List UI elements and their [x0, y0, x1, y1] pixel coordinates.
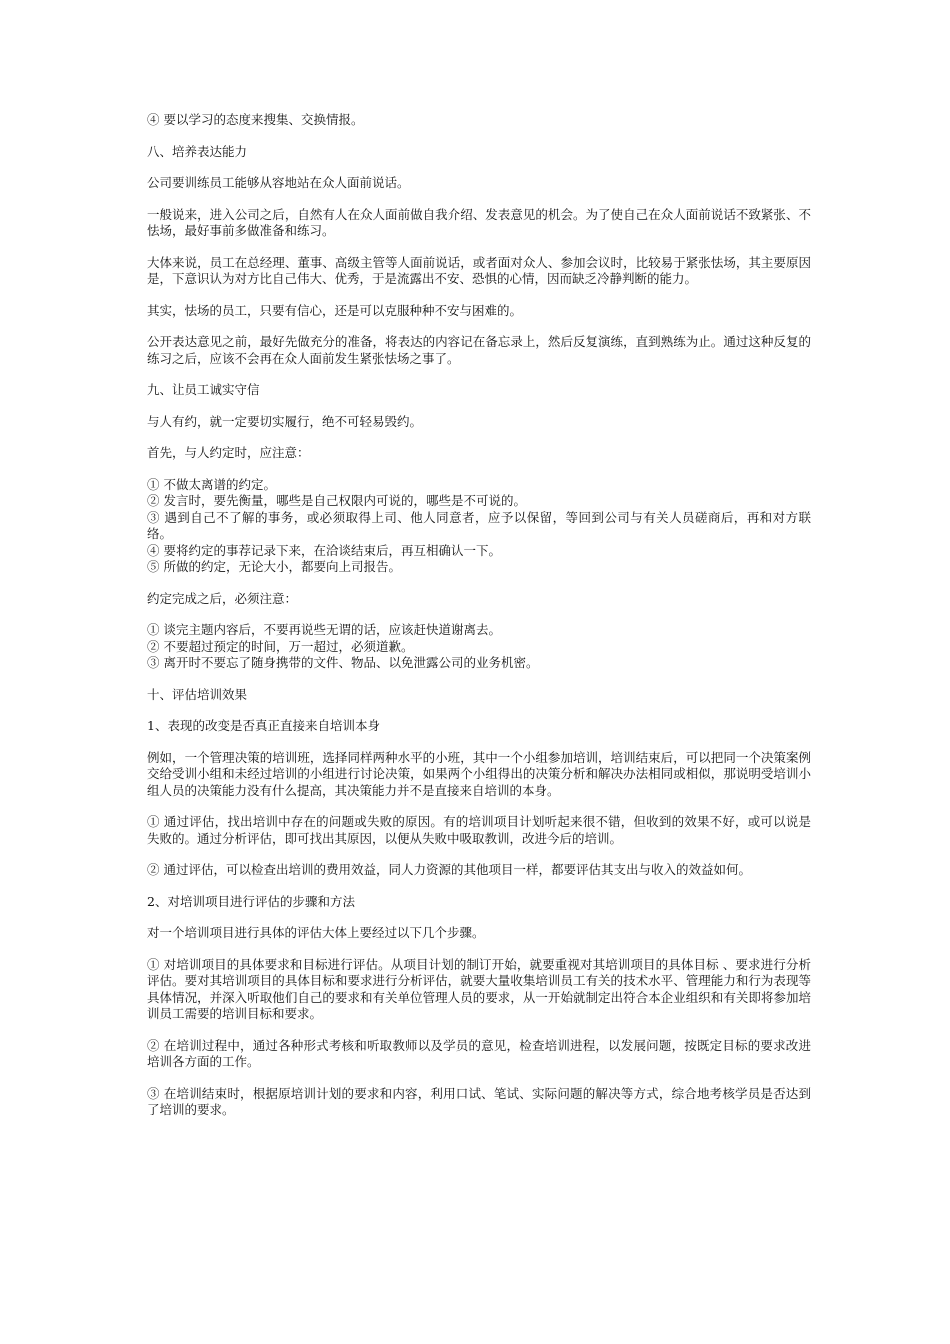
list-item: ② 不要超过预定的时间，万一超过，必须道歉。	[147, 638, 414, 654]
paragraph: 例如，一个管理决策的培训班，选择同样两种水平的小班，其中一个小组参加培训，培训结束后，可以把同一个决策案例交给受训小组和未经过培训的小组进行讨论决策，如果两个小组得出的决策分析和解决办法相同或相似，那说明受培训小组人员的决策能力没有什么提高，其决策能力并不是直接来自培训的本身。	[147, 749, 811, 798]
paragraph: 对一个培训项目进行具体的评估大体上要经过以下几个步骤。	[147, 925, 485, 940]
list-item: ③ 遇到自己不了解的事务，或必须取得上司、他人同意者，应予以保留，等回到公司与有关人员磋商后，再和对方联络。	[147, 509, 811, 541]
list-item: ④ 要将约定的事荐记录下来，在洽谈结束后，再互相确认一下。	[147, 542, 501, 558]
numbered-list	[147, 477, 811, 576]
paragraph: ② 通过评估，可以检查出培训的费用效益，同人力资源的其他项目一样，都要评估其支出与收入的效益如何。	[147, 862, 751, 877]
list-item: ⑤ 所做的约定，无论大小，都要向上司报告。	[147, 559, 401, 574]
paragraph: 大体来说，员工在总经理、董事、高级主管等人面前说话，或者面对众人、参加会议时，比较易于紧张怯场，其主要原因是，下意识认为对方比自己伟大、优秀，于是流露出不安、恐惧的心情，因而缺乏冷静判断的能力。	[147, 254, 811, 286]
list-item: ② 发言时，要先衡量，哪些是自己权限内可说的，哪些是不可说的。	[147, 493, 526, 508]
paragraph: ① 通过评估，找出培训中存在的问题或失败的原因。有的培训项目计划听起来很不错，但收到的效果不好，或可以说是失败的。通过分析评估，即可找出其原因，以便从失败中吸取教训，改进今后的培训。	[147, 814, 811, 846]
paragraph: 一般说来，进入公司之后，自然有人在众人面前做自我介绍、发表意见的机会。为了使自己在众人面前说话不致紧张、不怯场，最好事前多做准备和练习。	[147, 206, 811, 238]
paragraph: ③ 在培训结束时，根据原培训计划的要求和内容，利用口试、笔试、实际问题的解决等方式，综合地考核学员是否达到了培训的要求。	[147, 1085, 811, 1117]
list-item: ③ 离开时不要忘了随身携带的文件、物品、以免泄露公司的业务机密。	[147, 655, 539, 670]
paragraph: 公司要训练员工能够从容地站在众人面前说话。	[147, 175, 410, 190]
paragraph: 首先，与人约定时，应注意：	[147, 445, 310, 460]
section-heading-10: 十、评估培训效果	[147, 686, 248, 702]
paragraph: 与人有约，就一定要切实履行，绝不可轻易毁约。	[147, 413, 423, 429]
paragraph: 公开表达意见之前，最好先做充分的准备，将表达的内容记在备忘录上，然后反复演练，直到熟练为止。通过这种反复的练习之后，应该不会再在众人面前发生紧张怯场之事了。	[147, 334, 811, 366]
subheading: 1、表现的改变是否真正直接来自培训本身	[147, 718, 380, 733]
document-page	[147, 112, 811, 1119]
paragraph: ① 对培训项目的具体要求和目标进行评估。从项目计划的制订开始，就要重视对其培训项目的具体目标 、要求进行分析评估。要对其培训项目的具体目标和要求进行分析评估，就要大量收集培训员工有关的技术水平、管理能力和行为表现等具体情况，并深入听取他们自己的要求和有关单位管理人员的要求，从一开始就制定出符合本企业组织和有关即将参加培训员工需要的培训目标和要求。	[147, 956, 811, 1021]
paragraph: ② 在培训过程中，通过各种形式考核和听取教师以及学员的意见，检查培训进程，以发展问题，按既定目标的要求改进培训各方面的工作。	[147, 1037, 811, 1069]
numbered-list	[147, 622, 811, 672]
subheading: 2、对培训项目进行评估的步骤和方法	[147, 893, 355, 909]
paragraph: 其实，怯场的员工，只要有信心，还是可以克服种种不安与困难的。	[147, 302, 523, 318]
list-item: ① 不做太离谱的约定。	[147, 476, 276, 492]
section-heading-9: 九、让员工诚实守信	[147, 382, 260, 397]
paragraph-item-4: ④ 要以学习的态度来搜集、交换情报。	[147, 112, 364, 127]
list-item: ① 谈完主题内容后，不要再说些无谓的话，应该赶快道谢离去。	[147, 622, 501, 637]
paragraph: 约定完成之后，必须注意：	[147, 590, 298, 606]
section-heading-8: 八、培养表达能力	[147, 143, 248, 159]
